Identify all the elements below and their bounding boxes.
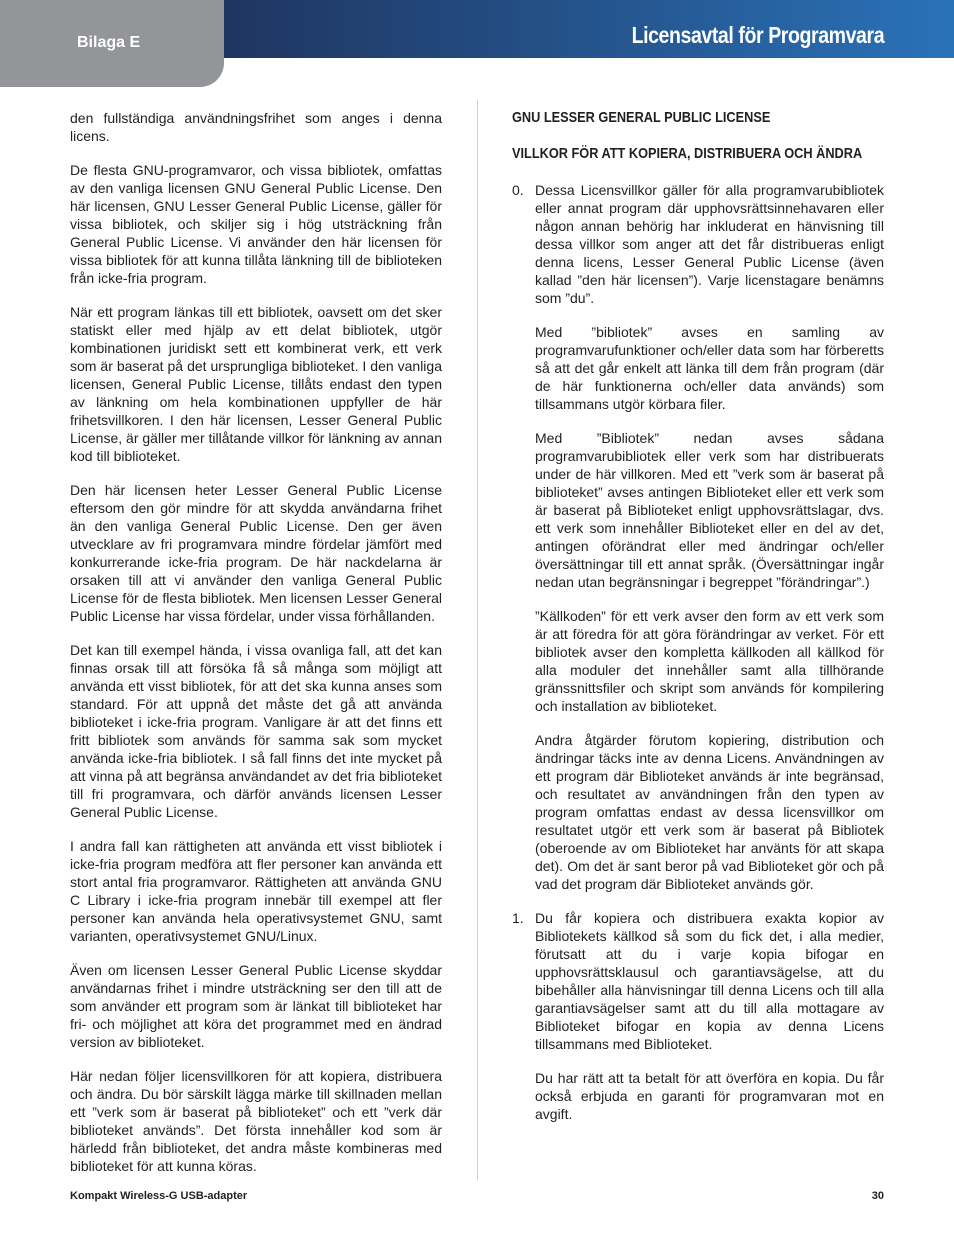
footer-product: Kompakt Wireless-G USB-adapter	[70, 1190, 248, 1202]
left-column	[70, 109, 442, 1191]
paragraph: Här nedan följer licensvillkoren för att kopiera, distribuera och ändra. Du bör särskilt lägga märke till skillnaden mellan ett ”verk som är baserat på biblioteket” och ett ”verk där biblioteket används”. Det första innehåller kod som är härledd från biblioteket, det andra måste kombineras med biblioteket för att kunna köras.	[70, 1068, 442, 1174]
paragraph: Du har rätt att ta betalt för att överföra en kopia. Du får också erbjuda en garanti för programvaran mot en avgift.	[535, 1070, 884, 1122]
item-number: 1.	[512, 910, 524, 926]
column-divider	[477, 100, 478, 1180]
paragraph: den fullständiga användningsfrihet som anges i denna licens.	[70, 110, 442, 144]
paragraph: I andra fall kan rättigheten att använda ett visst bibliotek i icke-fria program medföra att fler personer kan använda ett stort antal fria programvaror. Rättigheten att använda GNU C Library i icke-fria program innebär till exempel att fler personer kan använda hela operativsystemet GNU, samt varianten, operativsystemet GNU/Linux.	[70, 838, 442, 944]
paragraph: ”Källkoden” för ett verk avser den form av ett verk som är att föredra för att göra förändringar av verket. För ett bibliotek avser den kompletta källkoden all källkod för alla moduler det innehåller samt alla tillhörande gränssnittsfiler och skript som används för kompilering och installation av biblioteket.	[535, 608, 884, 714]
paragraph: Andra åtgärder förutom kopiering, distribution och ändringar täcks inte av denna Licens. Användningen av ett program där Biblioteket används är inte begränsad, och resultatet av användningen från den typen av program omfattas endast av dessa licensvillkor om resultatet utgör ett verk som är baserat på Bibliotek (oberoende av om Biblioteket har använts för att skapa det). Om det är sant beror på vad Biblioteket gör och på vad det program där Biblioteket används gör.	[535, 732, 884, 892]
paragraph: Den här licensen heter Lesser General Public License eftersom den gör mindre för att skydda användarna frihet än den vanliga General Public License. Den ger även utvecklare av fri programvara mindre fördelar jämfört med konkurrerande icke-fria program. De här nackdelarna är orsaken till att vi använder den vanliga General Public License för de flesta bibliotek. Men licensen Lesser General Public License har vissa fördelar, under vissa förhållanden.	[70, 482, 442, 624]
paragraph: Med ”bibliotek” avses en samling av programvarufunktioner och/eller data som har förberetts så att det går enkelt att länka till dem från program (där de här funktionerna och/eller data används) som tillsammans utgör körbara filer.	[535, 324, 884, 412]
paragraph: Det kan till exempel hända, i vissa ovanliga fall, att det kan finnas orsak till att försöka få så många som möjligt att använda ett visst bibliotek, för att det ska kunna anses som standard. För att uppnå det måste det gå att använda biblioteket i icke-fria program. Vanligare är att det finns ett fritt bibliotek som används för samma sak som mycket använda icke-fria bibliotek. I så fall finns det inte mycket på att vinna på att begränsa användandet av det fria biblioteket till fri programvara, och därför används licensen Lesser General Public License.	[70, 642, 442, 820]
paragraph: Även om licensen Lesser General Public License skyddar användarnas frihet i mindre utsträckning ser den till att de som använder ett program som är länkat till biblioteket har fri- och möjlighet att köra det programmet med en ändrad version av biblioteket.	[70, 962, 442, 1050]
page-number: 30	[871, 1190, 884, 1202]
item-number: 0.	[512, 182, 524, 198]
list-item	[512, 181, 884, 893]
paragraph: Du får kopiera och distribuera exakta kopior av Bibliotekets källkod så som du fick det, i alla medier, förutsatt att du i varje kopia bifogar en upphovsrättsklausul och garantiavsägelse, att du bibehåller alla hänvisningar till denna Licens och till alla garantiavsägelser samt att du till alla mottagare av Biblioteket bifogar en kopia av denna Licens tillsammans med Biblioteket.	[535, 910, 884, 1052]
list-item	[512, 909, 884, 1123]
heading-license: GNU LESSER GENERAL PUBLIC LICENSE	[512, 109, 771, 126]
section-label: Bilaga E	[77, 34, 141, 51]
paragraph: Dessa Licensvillkor gäller för alla programvarubibliotek eller annat program där upphovsrättsinnehavaren eller någon annan behörig har inkluderat en hänvisning till dessa villkor som anger att det får distribueras enligt denna licens, Lesser General Public License (även kallad ”den här licensen”). Varje licenstagare benämns som ”du”.	[535, 182, 884, 306]
section-tab	[0, 0, 224, 87]
heading-terms: VILLKOR FÖR ATT KOPIERA, DISTRIBUERA OCH ÄNDRA	[512, 145, 863, 162]
header-bar	[224, 0, 954, 58]
page-title: Licensavtal för Programvara	[631, 22, 884, 48]
right-column	[512, 109, 884, 1139]
paragraph: De flesta GNU-programvaror, och vissa bibliotek, omfattas av den vanliga licensen GNU General Public License. Den här licensen, GNU Lesser General Public License, gäller för vissa bibliotek, och skiljer sig i hög utsträckning från General Public License. Vi använder den här licensen för vissa bibliotek för att kunna tillåta länkning till de biblioteken från icke-fria program.	[70, 162, 442, 286]
paragraph: Med ”Bibliotek” nedan avses sådana programvarubibliotek eller verk som har distribuerats under de här villkoren. Med ett ”verk som är baserat på biblioteket” avses antingen Biblioteket eller ett verk som är baserat på Biblioteket enligt upphovsrättslagar, dvs. ett verk som innehåller Biblioteket eller en del av det, antingen oförändrat eller med ändringar och/eller översättningar till ett annat språk. (Översättningar ingår nedan utan begränsningar i begreppet ”förändringar”.)	[535, 430, 884, 590]
paragraph: När ett program länkas till ett bibliotek, oavsett om det sker statiskt eller med hjälp av ett delat bibliotek, utgör kombinationen juridiskt sett ett kombinerat verk, ett verk som är baserat på det ursprungliga biblioteket. I den vanliga licensen, General Public License, tillåts endast den typen av länkning om hela kombinationen uppfyller de här frihetsvillkoren. I den här licensen, Lesser General Public License, är gäller mer tillåtande villkor för länkning av annan kod till biblioteket.	[70, 304, 442, 464]
